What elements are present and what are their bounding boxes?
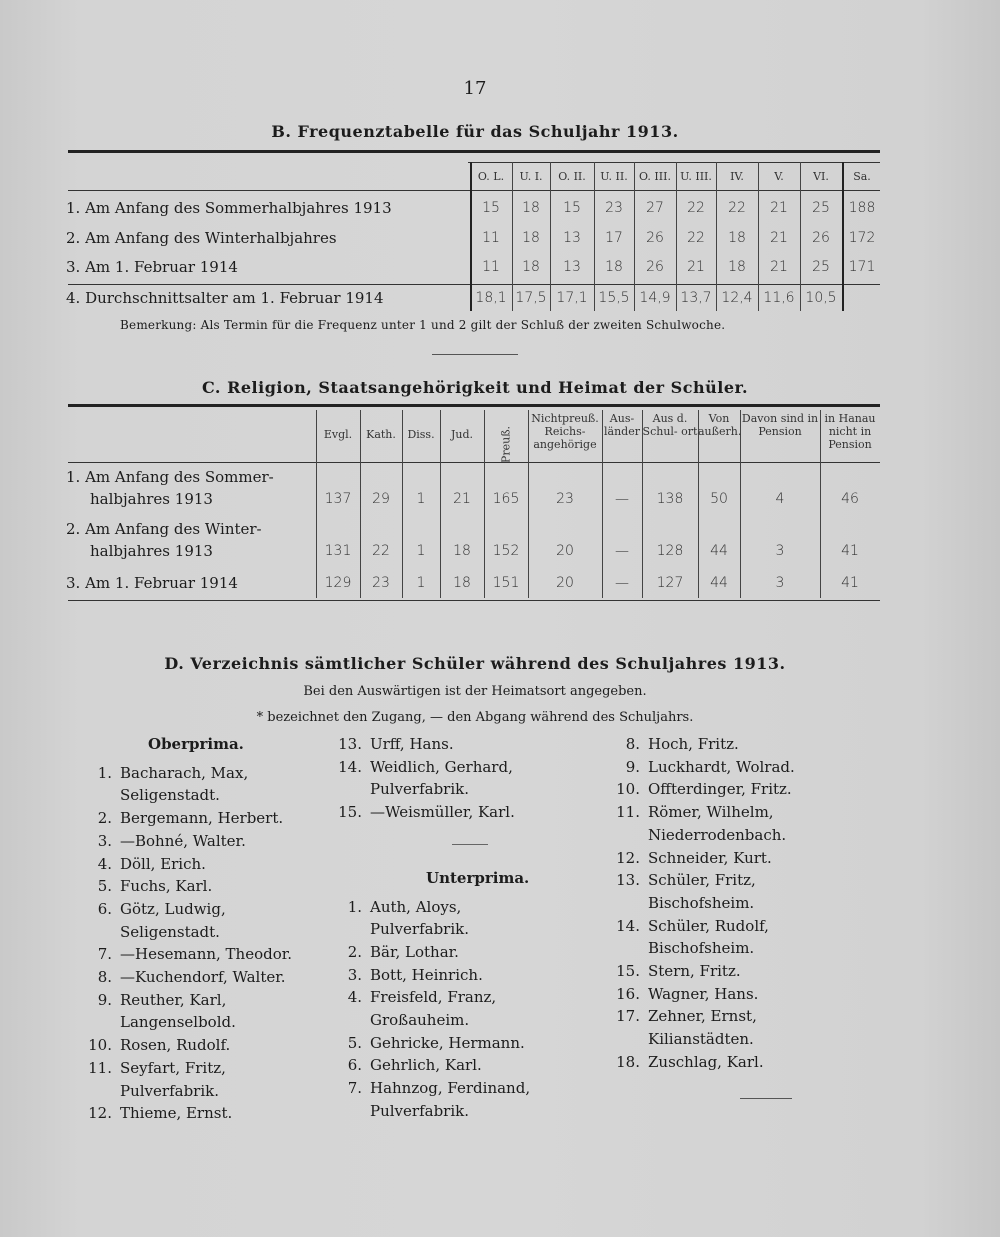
table-b-cell: 15,5 (598, 290, 630, 306)
list-item-number: 9. (625, 757, 640, 776)
list-item-place: Pulverfabrik. (370, 1101, 469, 1120)
table-b-cell: 18,1 (475, 290, 507, 306)
table-b-col-header: O. II. (558, 170, 586, 183)
section-divider (432, 354, 518, 355)
table-b-col-header: Sa. (853, 170, 871, 183)
table-c-cell: 22 (372, 543, 390, 559)
table-b-cell: 25 (812, 200, 830, 216)
list-item-name: Zehner, Ernst, (648, 1007, 757, 1026)
table-b-row-label: 3. Am 1. Februar 1914 (66, 258, 238, 276)
list-item-number: 14. (338, 757, 362, 776)
list-item-place: Seligenstadt. (120, 786, 220, 805)
list-item (600, 915, 900, 938)
table-b-cell: 23 (605, 200, 623, 216)
list-item (72, 875, 332, 898)
table-b-cell: 22 (728, 200, 746, 216)
list-item-number: 3. (97, 831, 112, 850)
list-item (72, 853, 332, 876)
table-b-cell: 18 (522, 200, 540, 216)
table-b-col-header: V. (774, 170, 784, 183)
list-item (72, 830, 332, 853)
list-item-number: 13. (616, 871, 640, 890)
table-b-col-header: O. III. (639, 170, 671, 183)
list-item-place: Niederrodenbach. (648, 825, 787, 844)
list-item (72, 1102, 332, 1125)
table-c-cell: — (615, 491, 629, 507)
list-item-name: Gehrlich, Karl. (370, 1056, 482, 1075)
table-b-col-header: U. III. (680, 170, 712, 183)
list-item-name: Reuther, Karl, (120, 990, 227, 1009)
list-item (600, 733, 900, 756)
table-c-cell: 1 (416, 491, 426, 507)
list-item-place: Pulverfabrik. (370, 920, 469, 939)
table-c-cell: 23 (556, 491, 574, 507)
table-c-cell: 138 (656, 491, 684, 507)
list-item (600, 801, 900, 824)
table-c-cell: 131 (324, 543, 352, 559)
table-b-header-rule (468, 162, 880, 163)
list-item-name: Bär, Lothar. (370, 942, 459, 961)
table-b-cell: 21 (770, 259, 788, 275)
list-item-name: Götz, Ludwig, (120, 899, 226, 918)
table-b-row-label: 2. Am Anfang des Winterhalbjahres (66, 229, 337, 247)
list-item-number: 8. (625, 735, 640, 753)
list-item-name: Auth, Aloys, (370, 897, 462, 916)
list-item-number: 4. (347, 988, 362, 1007)
list-item-place: Seligenstadt. (120, 922, 220, 941)
list-column-2 (322, 733, 612, 1123)
table-c-row-label: 3. Am 1. Februar 1914 (66, 574, 238, 592)
list-item-place: Langenselbold. (120, 1013, 236, 1032)
list-item-number: 2. (347, 942, 362, 961)
table-b-cell: 18 (522, 230, 540, 246)
table-b-cell: 13,7 (680, 290, 712, 306)
list-item-name: Römer, Wilhelm, (648, 803, 774, 822)
list-item-name: —Hesemann, Theodor. (120, 945, 293, 964)
table-b-cell: 17 (605, 230, 623, 246)
list-item (322, 964, 612, 987)
unterprima-title: Unterprima. (426, 868, 530, 887)
table-b-cell: 21 (770, 200, 788, 216)
list-item-number: 10. (88, 1036, 112, 1055)
list-item-number: 18. (616, 1052, 640, 1071)
table-b-cell: 13 (563, 230, 581, 246)
table-c-cell: 46 (841, 491, 859, 507)
table-b-cell: 26 (646, 259, 664, 275)
table-b-cell: 26 (646, 230, 664, 246)
table-c-col-header: in Hanau nicht in Pension (824, 412, 876, 451)
list-item-number: 16. (616, 984, 640, 1003)
table-c-cell: 3 (775, 575, 785, 591)
section-d-title: D. Verzeichnis sämtlicher Schüler während des Schuljahres 1913. (164, 654, 786, 673)
list-item-place: Bischofsheim. (648, 939, 755, 958)
list-item-name: —Weismüller, Karl. (370, 803, 515, 822)
list-item-name: Gehricke, Hermann. (370, 1033, 525, 1052)
table-c-cell: 1 (416, 543, 426, 559)
table-b-col-header: U. I. (519, 170, 543, 183)
table-c-cell: 41 (841, 575, 859, 591)
list-item-name: Weidlich, Gerhard, (370, 757, 513, 776)
list-item-number: 12. (616, 848, 640, 867)
table-b-col-header: U. II. (600, 170, 628, 183)
list-item (600, 1005, 900, 1028)
page-number: 17 (463, 78, 487, 99)
list-item-number: 1. (347, 897, 362, 916)
list-item-name: Bott, Heinrich. (370, 965, 483, 984)
list-item-name: Stern, Fritz. (648, 962, 741, 981)
list-item-name: Schüler, Fritz, (648, 871, 756, 890)
table-c-bottom-rule (68, 600, 880, 601)
table-c-col-header: Nichtpreuß. Reichs- angehörige (531, 412, 599, 451)
list-item-name: Hoch, Fritz. (648, 735, 739, 753)
list-column-1 (72, 733, 332, 1125)
table-b-cell: 11 (482, 259, 500, 275)
list-item-name: Luckhardt, Wolrad. (648, 757, 795, 776)
table-b-row-label: 1. Am Anfang des Sommerhalbjahres 1913 (66, 199, 392, 217)
list-item-name: Seyfart, Fritz, (120, 1058, 226, 1077)
table-c-cell: 18 (453, 575, 471, 591)
table-c-col-header: Davon sind in Pension (741, 412, 819, 438)
table-b-cell: 171 (848, 259, 876, 275)
table-b-cell: 26 (812, 230, 830, 246)
list-item-number: 14. (616, 916, 640, 935)
list-item-number: 10. (616, 780, 640, 799)
list-item (600, 869, 900, 892)
list-item-number: 1. (97, 763, 112, 782)
table-b-cell: 15 (482, 200, 500, 216)
list-item-name: Schüler, Rudolf, (648, 916, 769, 935)
list-item-number: 9. (97, 990, 112, 1009)
table-b-cell: 25 (812, 259, 830, 275)
list-item-place: Bischofsheim. (648, 893, 755, 912)
oberprima-title: Oberprima. (148, 735, 244, 753)
table-c-cell: 20 (556, 575, 574, 591)
table-b-col-header: IV. (730, 170, 744, 183)
table-c-col-header: Aus- länder (604, 412, 640, 438)
table-c-cell: 29 (372, 491, 390, 507)
table-b-cell: 10,5 (805, 290, 837, 306)
table-c-col-header: Aus d. Schul- ort (642, 412, 698, 438)
list-item-name: Schneider, Kurt. (648, 848, 772, 867)
list-item (600, 778, 900, 801)
table-b-cell: 15 (563, 200, 581, 216)
table-c-row-label: 2. Am Anfang des Winter- (66, 520, 262, 538)
list-item (322, 986, 612, 1009)
list-item (72, 989, 332, 1012)
table-c-cell: 152 (492, 543, 520, 559)
table-b-cell: 27 (646, 200, 664, 216)
table-c-cell: 128 (656, 543, 684, 559)
list-item (72, 1034, 332, 1057)
list-item-number: 3. (347, 965, 362, 984)
table-c-cell: 44 (710, 543, 728, 559)
table-c-col-header: Diss. (407, 428, 435, 441)
list-item-name: Offterdinger, Fritz. (648, 780, 792, 799)
list-item-number: 15. (338, 803, 362, 822)
table-b-cell: 188 (848, 200, 876, 216)
end-divider (740, 1098, 792, 1099)
table-c-cell: 23 (372, 575, 390, 591)
table-b-cell: 17,5 (515, 290, 547, 306)
list-item-number: 7. (97, 945, 112, 964)
list-item-name: Bacharach, Max, (120, 763, 249, 782)
list-item-number: 11. (88, 1058, 112, 1077)
table-b-col-header: VI. (813, 170, 829, 183)
table-c-cell: 165 (492, 491, 520, 507)
table-c-cell: 4 (775, 491, 785, 507)
list-item (72, 966, 332, 989)
table-c-cell: 127 (656, 575, 684, 591)
list-item-name: Bergemann, Herbert. (120, 809, 284, 828)
list-item-place: Pulverfabrik. (370, 780, 469, 799)
table-c-cell: 50 (710, 491, 728, 507)
list-item (322, 941, 612, 964)
table-c-cell: 1 (416, 575, 426, 591)
list-item (322, 1032, 612, 1055)
list-item-number: 15. (616, 962, 640, 981)
list-item (322, 1054, 612, 1077)
list-item (322, 801, 612, 824)
section-b-note: Bemerkung: Als Termin für die Frequenz unter 1 und 2 gilt der Schluß der zweiten Schulwoche. (120, 318, 726, 332)
table-b-col-header: O. L. (477, 170, 505, 183)
list-item (600, 756, 900, 779)
list-item-name: Freisfeld, Franz, (370, 988, 497, 1007)
list-item-name: Hahnzog, Ferdinand, (370, 1079, 531, 1098)
table-c-cell: 20 (556, 543, 574, 559)
table-c-col-header: Evgl. (323, 428, 353, 441)
table-b-cell: 22 (687, 230, 705, 246)
table-b-cell: 17,1 (556, 290, 588, 306)
table-b-cell: 14,9 (639, 290, 671, 306)
table-c-cell: — (615, 543, 629, 559)
list-item (72, 943, 332, 966)
list-item-number: 5. (347, 1033, 362, 1052)
section-d-note1: Bei den Auswärtigen ist der Heimatsort angegeben. (303, 684, 647, 699)
table-c-cell: 44 (710, 575, 728, 591)
list-item-number: 2. (97, 809, 112, 828)
table-b-cell: 22 (687, 200, 705, 216)
table-b-cell: 172 (848, 230, 876, 246)
list-item (72, 898, 332, 921)
table-c-cell: 3 (775, 543, 785, 559)
list-item-name: Rosen, Rudolf. (120, 1036, 231, 1055)
list-item (600, 960, 900, 983)
table-c-cell: 137 (324, 491, 352, 507)
list-item-number: 6. (97, 899, 112, 918)
table-c-cell: 18 (453, 543, 471, 559)
table-c-header-bottom (68, 462, 880, 463)
list-item (600, 847, 900, 870)
table-c-cell: 151 (492, 575, 520, 591)
list-item-number: 6. (347, 1056, 362, 1075)
table-c-col-header: Von außerh. (698, 412, 742, 438)
table-b-cell: 18 (605, 259, 623, 275)
table-c-col-header: Kath. (366, 428, 396, 441)
list-item-place: Großauheim. (370, 1011, 470, 1030)
list-item-number: 7. (347, 1079, 362, 1098)
list-item (322, 733, 612, 756)
list-item (600, 983, 900, 1006)
list-item-number: 13. (338, 735, 362, 753)
list-item (72, 762, 332, 785)
list-column-3 (600, 733, 900, 1074)
section-d-note2: * bezeichnet den Zugang, — den Abgang während des Schuljahrs. (256, 710, 694, 725)
table-c-cell: — (615, 575, 629, 591)
table-c-col-header: Preuß. (499, 425, 513, 464)
list-item (322, 896, 612, 919)
table-b-cell: 11,6 (763, 290, 795, 306)
list-item-number: 17. (616, 1007, 640, 1026)
table-b-cell: 11 (482, 230, 500, 246)
table-c-col-header: Jud. (450, 428, 474, 441)
section-b-title: B. Frequenztabelle für das Schuljahr 1913. (271, 122, 679, 141)
table-b-cell: 18 (728, 259, 746, 275)
table-b-cell: 18 (522, 259, 540, 275)
table-b-cell: 21 (687, 259, 705, 275)
table-c-row-label: halbjahres 1913 (90, 490, 213, 508)
sub-divider (452, 844, 488, 845)
list-item-name: Urff, Hans. (370, 735, 454, 753)
table-b-row-label: 4. Durchschnittsalter am 1. Februar 1914 (66, 289, 384, 307)
list-item-name: Döll, Erich. (120, 854, 206, 873)
list-item (72, 1057, 332, 1080)
table-b-cell: 18 (728, 230, 746, 246)
list-item-number: 11. (616, 803, 640, 822)
list-item (322, 756, 612, 779)
table-c-row-label: halbjahres 1913 (90, 542, 213, 560)
list-item-number: 12. (88, 1104, 112, 1123)
list-item-name: —Kuchendorf, Walter. (120, 968, 286, 987)
table-c-cell: 21 (453, 491, 471, 507)
table-b-top-rule (68, 150, 880, 153)
list-item (72, 807, 332, 830)
list-item-place: Pulverfabrik. (120, 1081, 219, 1100)
section-c-title: C. Religion, Staatsangehörigkeit und Heimat der Schüler. (201, 378, 749, 397)
table-b-cell: 13 (563, 259, 581, 275)
list-item (600, 1051, 900, 1074)
table-b-cell: 12,4 (721, 290, 753, 306)
table-c-cell: 41 (841, 543, 859, 559)
table-c-top-rule (68, 404, 880, 407)
list-item-name: Fuchs, Karl. (120, 877, 213, 896)
list-item-number: 4. (97, 854, 112, 873)
list-item-number: 8. (97, 968, 112, 987)
table-b-cell: 21 (770, 230, 788, 246)
table-c-row-label: 1. Am Anfang des Sommer- (66, 468, 274, 486)
list-item-place: Kilianstädten. (648, 1030, 754, 1049)
list-item (322, 1077, 612, 1100)
list-item-name: Wagner, Hans. (648, 984, 759, 1003)
table-c-cell: 129 (324, 575, 352, 591)
list-item-name: Zuschlag, Karl. (648, 1052, 764, 1071)
list-item-name: —Bohné, Walter. (120, 831, 246, 850)
list-item-number: 5. (97, 877, 112, 896)
list-item-name: Thieme, Ernst. (120, 1104, 233, 1123)
